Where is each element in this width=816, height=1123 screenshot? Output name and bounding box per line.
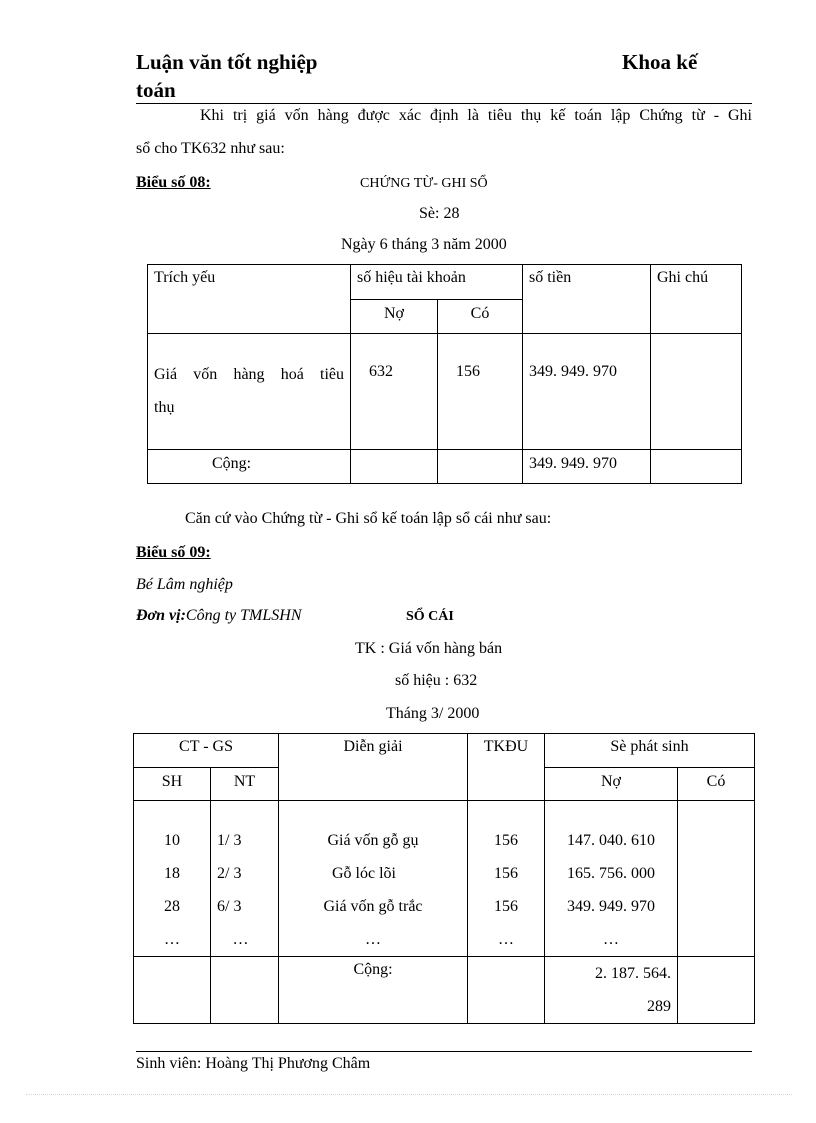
- form08-total-label: Cộng:: [148, 450, 351, 484]
- table-row-desc: Gỗ lóc lõi: [332, 865, 396, 882]
- form09-header-sh: SH: [134, 768, 211, 801]
- form08-row-amount: 349. 949. 970: [523, 334, 651, 450]
- form09-account-no: số hiệu : 632: [395, 672, 478, 689]
- form09-period: Tháng 3/ 2000: [386, 705, 480, 722]
- form08-row-credit: 156: [438, 334, 523, 450]
- form09-total-amount-line2: 289: [647, 998, 671, 1015]
- form08-date: Ngày 6 tháng 3 năm 2000: [341, 236, 507, 253]
- form08-row-note: [651, 334, 742, 450]
- table-row-debit: 349. 949. 970: [567, 898, 655, 915]
- form08-row-debit: 632: [351, 334, 438, 450]
- form08-title: CHỨNG TỪ- GHI SỔ: [360, 176, 488, 191]
- form08-row-description: [148, 334, 351, 450]
- table-row-tkdu: 156: [494, 898, 518, 915]
- form08-header-amount: số tiền: [523, 265, 651, 334]
- form09-total-tkdu: [468, 957, 545, 1024]
- form09-total-label: Cộng:: [279, 957, 468, 1024]
- form08-header-account-no: số hiệu tài khoản: [351, 265, 523, 300]
- form09-total-nt: [211, 957, 279, 1024]
- form09-unit: [136, 607, 302, 625]
- form09-total-credit: [678, 957, 755, 1024]
- form09-col-tkdu: [468, 801, 545, 957]
- form09-header-credit: Có: [678, 768, 755, 801]
- form09-col-credit: [678, 801, 755, 957]
- form08-header-note: Ghi chú: [651, 265, 742, 334]
- form08-total-amount: 349. 949. 970: [523, 450, 651, 484]
- footer-student: Sinh viên: Hoàng Thị Phương Châm: [136, 1055, 371, 1072]
- form09-total-sh: [134, 957, 211, 1024]
- form09-total-amount: [545, 957, 678, 1024]
- form09-header-arising: Sè phát sinh: [545, 734, 755, 768]
- form08-number: Sè: 28: [419, 205, 460, 222]
- form08-table: [147, 264, 742, 484]
- form09-total-amount-line1: 2. 187. 564.: [595, 965, 671, 982]
- form08-label: Biểu số 08:: [136, 174, 211, 191]
- form09-header-tkdu: TKĐU: [468, 734, 545, 801]
- form08-row-desc-line2: thụ: [154, 399, 175, 416]
- table-row-nt: 1/ 3: [217, 832, 242, 849]
- form09-header-explanation: Diễn giải: [279, 734, 468, 801]
- header-title-left: Luận văn tốt nghiệp: [136, 50, 318, 74]
- form09-title: SỔ CÁI: [406, 609, 454, 624]
- form08-total-debit: [351, 450, 438, 484]
- form08-total-note: [651, 450, 742, 484]
- table-row-tkdu: …: [498, 931, 514, 948]
- form08-header-debit: Nợ: [351, 300, 438, 334]
- form08-header-credit: Có: [438, 300, 523, 334]
- form08-header-description: Trích yếu: [148, 265, 351, 334]
- header-rule: [136, 103, 752, 104]
- form09-ministry: Bé Lâm nghiệp: [136, 576, 233, 593]
- form08-total-credit: [438, 450, 523, 484]
- table-row-sh: 18: [164, 865, 180, 882]
- table-row-sh: 10: [164, 832, 180, 849]
- table-row-nt: 2/ 3: [217, 865, 242, 882]
- form09-col-explanation: [279, 801, 468, 957]
- table-row-debit: 165. 756. 000: [567, 865, 655, 882]
- table-row-sh: 28: [164, 898, 180, 915]
- table-row-nt: 6/ 3: [217, 898, 242, 915]
- form09-col-debit: [545, 801, 678, 957]
- table-row-tkdu: 156: [494, 832, 518, 849]
- form08-row-desc-line1: Giá vốn hàng hoá tiêu: [154, 366, 344, 383]
- table-row-debit: 147. 040. 610: [567, 832, 655, 849]
- table-row-nt: …: [232, 931, 249, 948]
- form09-label: Biểu số 09:: [136, 544, 211, 561]
- table-row-desc: Giá vốn gỗ trắc: [323, 898, 423, 915]
- form09-col-sh: [134, 801, 211, 957]
- form09-header-debit: Nợ: [545, 768, 678, 801]
- mid-paragraph: Căn cứ vào Chứng từ - Ghi sổ kế toán lập sổ cái như sau:: [185, 510, 552, 527]
- intro-line-2: sổ cho TK632 như sau:: [136, 140, 285, 157]
- table-row-tkdu: 156: [494, 865, 518, 882]
- form09-header-nt: NT: [211, 768, 279, 801]
- form09-unit-label: Đơn vị:: [136, 607, 186, 624]
- table-row-debit: …: [603, 931, 619, 948]
- form09-table: [133, 733, 755, 1024]
- table-row-desc: Giá vốn gỗ gụ: [327, 832, 419, 849]
- header-title-right: Khoa kế: [622, 50, 698, 74]
- intro-line-1: Khi trị giá vốn hàng được xác định là tiêu thụ kế toán lập Chứng từ - Ghi: [200, 107, 752, 124]
- form09-header-ctgs: CT - GS: [134, 734, 279, 768]
- header-title-left-cont: toán: [136, 78, 176, 102]
- form09-account-name: TK : Giá vốn hàng bán: [355, 640, 503, 657]
- page-bottom-dotted-line: [26, 1094, 792, 1095]
- footer-rule: [136, 1051, 752, 1052]
- table-row-sh: …: [164, 931, 180, 948]
- table-row-desc: …: [365, 931, 381, 948]
- form09-col-nt: [211, 801, 279, 957]
- form09-unit-value: Công ty TMLSHN: [185, 607, 302, 624]
